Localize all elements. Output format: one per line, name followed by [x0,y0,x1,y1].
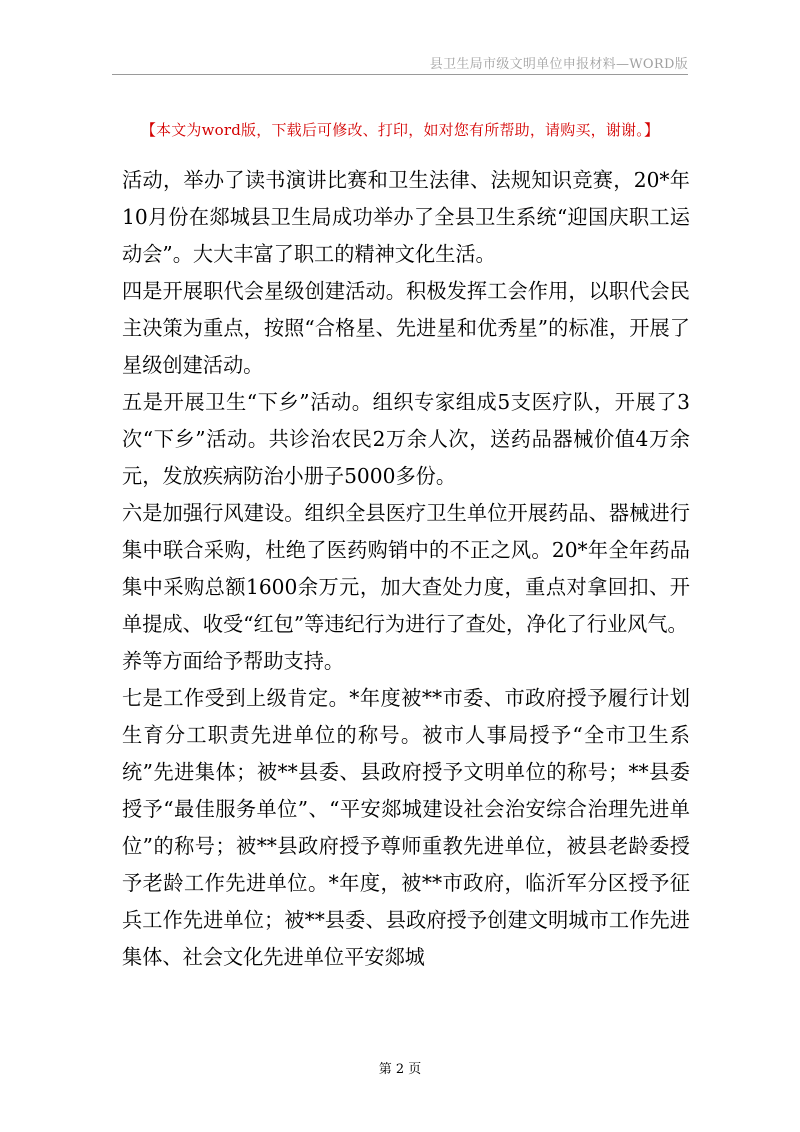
paragraph-activities: 活动，举办了读书演讲比赛和卫生法律、法规知识竞赛，20*年10月份在郯城县卫生局成功举办了全县卫生系统“迎国庆职工运动会”。大大丰富了职工的精神文化生活。 [122,168,690,266]
document-body [122,162,690,976]
running-header: 县卫生局市级文明单位申报材料—WORD版 [429,57,688,72]
paragraph-support: 养等方面给予帮助支持。 [122,649,345,673]
paragraph-conduct: 六是加强行风建设。组织全县医疗卫生单位开展药品、器械进行集中联合采购，杜绝了医药购销中的不正之风。20*年全年药品集中采购总额1600余万元，加大查处力度，重点对拿回扣、开单提成、收受“红包”等违纪行为进行了查处，净化了行业风气。 [122,501,690,636]
paragraph-rural-health: 五是开展卫生“下乡”活动。组织专家组成5支医疗队，开展了3次“下乡”活动。共诊治农民2万余人次，送药品器械价值4万余元，发放疾病防治小册子5000多份。 [122,390,690,488]
page-number: 第 2 页 [378,1062,422,1077]
paragraph-congress-stars: 四是开展职代会星级创建活动。积极发挥工会作用，以职代会民主决策为重点，按照“合格星、先进星和优秀星”的标准，开展了星级创建活动。 [122,279,690,377]
download-notice: 【本文为word版，下载后可修改、打印，如对您有所帮助，请购买，谢谢。】 [140,121,660,139]
paragraph-honors: 七是工作受到上级肯定。*年度被**市委、市政府授予履行计划生育分工职责先进单位的称号。被市人事局授予“全市卫生系统”先进集体；被**县委、县政府授予文明单位的称号；**县委授予“最佳服务单位”、“平安郯城建设社会治安综合治理先进单位”的称号；被**县政府授予尊师重教先进单位，被县老龄委授予老龄工作先进单位。*年度，被**市政府，临沂军分区授予征兵工作先进单位；被**县委、县政府授予创建文明城市工作先进集体、社会文化先进单位平安郯城 [122,686,690,969]
header-divider [112,74,688,75]
